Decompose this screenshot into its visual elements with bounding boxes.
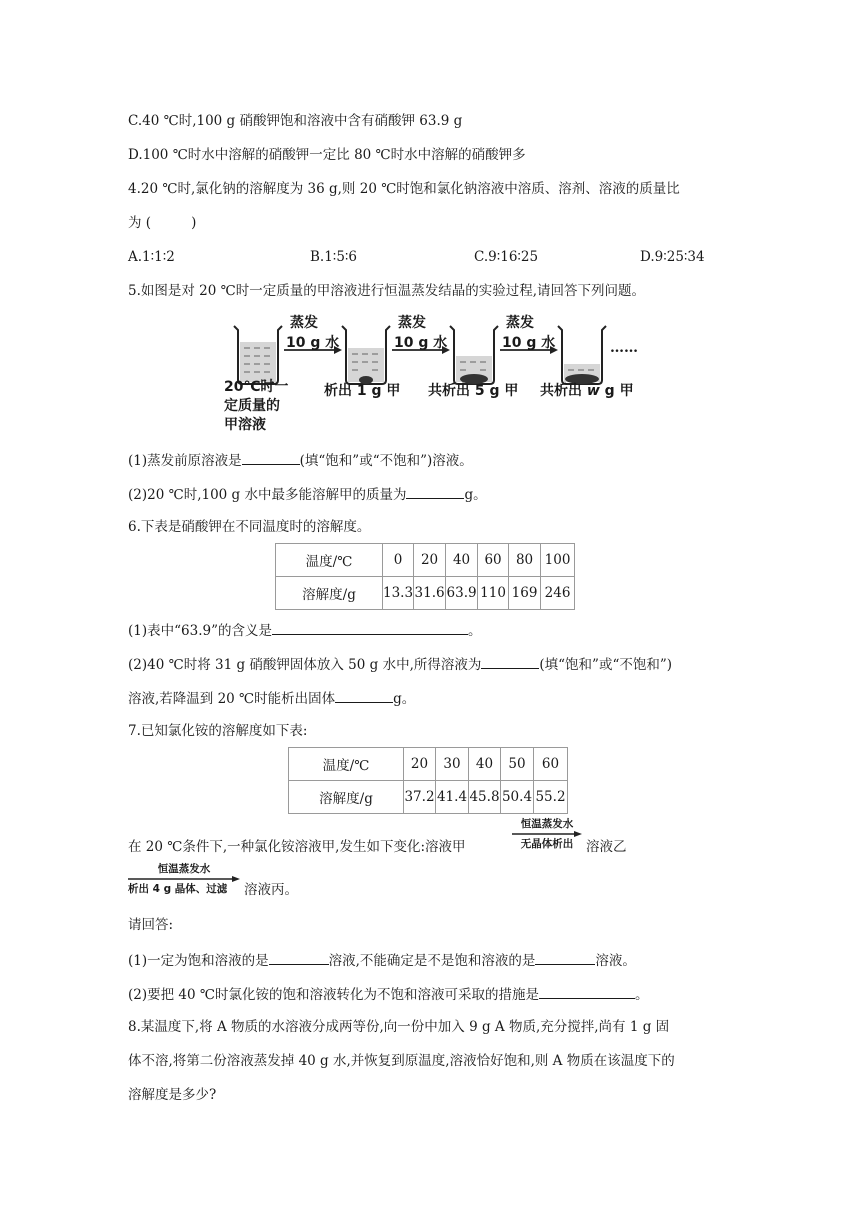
table-cell: 45.8	[469, 781, 501, 814]
table-cell: 40	[469, 748, 501, 781]
arrow-bottom-label: 析出 4 g 晶体、过滤	[128, 883, 228, 895]
q7-process-text-b: 溶液乙	[586, 839, 627, 855]
q5-1-text-a: (1)蒸发前原溶液是	[128, 453, 242, 469]
table-cell: 169	[509, 577, 541, 610]
q4-option-d: D.9∶25∶34	[640, 249, 705, 265]
q6-part-1	[128, 620, 482, 640]
q5-2-text-a: (2)20 ℃时,100 g 水中最多能溶解甲的质量为	[128, 487, 407, 503]
q6-part-2	[128, 654, 672, 674]
q8-stem-line-1: 8.某温度下,将 A 物质的水溶液分成两等份,向一份中加入 9 g A 物质,充分搅拌,尚有 1 g 固	[128, 1019, 670, 1035]
table-cell: 50	[501, 748, 534, 781]
step-1-label-bottom: 10 g 水	[286, 335, 340, 351]
q6-part-2-continued	[128, 688, 415, 708]
right-arrow-icon	[128, 875, 240, 883]
q7-part-1	[128, 950, 636, 970]
answer-blank[interactable]	[269, 950, 329, 965]
table-cell: 50.4	[501, 781, 534, 814]
q6-1-text-a: (1)表中“63.9”的含义是	[128, 623, 272, 639]
table-cell: 20	[414, 544, 446, 577]
q7-1-text-b: 溶液,不能确定是不是饱和溶液的是	[328, 953, 536, 969]
q3-option-d: D.100 ℃时水中溶解的硝酸钾一定比 80 ℃时水中溶解的硝酸钾多	[128, 147, 526, 163]
table-cell: 41.4	[436, 781, 469, 814]
q6-2-text-a: (2)40 ℃时将 31 g 硝酸钾固体放入 50 g 水中,所得溶液为	[128, 657, 482, 673]
q7-part-2	[128, 984, 649, 1004]
nh4cl-solubility-table	[288, 747, 568, 814]
arrow-evaporate-crystal	[128, 863, 240, 895]
q3-option-c: C.40 ℃时,100 g 硝酸钾饱和溶液中含有硝酸钾 63.9 g	[128, 113, 463, 129]
beaker-1-caption-line: 定质量的	[224, 398, 280, 414]
answer-blank[interactable]	[242, 450, 300, 465]
beaker-4	[558, 326, 606, 384]
arrow-top-label: 恒温蒸发水	[157, 863, 211, 875]
q7-2-text-a: (2)要把 40 ℃时氯化铵的饱和溶液转化为不饱和溶液可采取的措施是	[128, 987, 539, 1003]
table-row	[276, 577, 575, 610]
continuation-dots: ……	[610, 340, 638, 356]
arrow-evaporate-no-crystal	[512, 818, 582, 850]
q6-1-text-b: 。	[468, 623, 482, 639]
answer-blank[interactable]	[535, 950, 595, 965]
q6-2-text-d: g。	[393, 691, 416, 707]
step-3-label-top: 蒸发	[506, 315, 534, 331]
q5-part-2	[128, 484, 487, 504]
q4-option-c: C.9∶16∶25	[474, 249, 539, 265]
table-header-cell: 温度/℃	[289, 748, 404, 781]
q7-2-text-b: 。	[635, 987, 649, 1003]
q7-process-text-a: 在 20 ℃条件下,一种氯化铵溶液甲,发生如下变化:溶液甲	[128, 839, 466, 855]
answer-blank[interactable]	[406, 484, 464, 499]
table-cell: 55.2	[534, 781, 568, 814]
q5-2-text-b: g。	[464, 487, 487, 503]
table-cell: 20	[404, 748, 436, 781]
beaker-1-caption-line: 甲溶液	[224, 417, 266, 433]
right-arrow-icon	[512, 830, 582, 838]
table-cell: 100	[541, 544, 575, 577]
q6-2-text-b: (填“饱和”或“不饱和”)	[539, 657, 673, 673]
table-row	[289, 781, 568, 814]
step-2-label-top: 蒸发	[398, 315, 426, 331]
table-cell: 31.6	[414, 577, 446, 610]
evaporation-figure	[224, 312, 644, 438]
table-header-cell: 溶解度/g	[289, 781, 404, 814]
table-cell: 40	[446, 544, 478, 577]
q7-1-text-a: (1)一定为饱和溶液的是	[128, 953, 269, 969]
q4-option-a: A.1∶1∶2	[128, 249, 175, 265]
q7-ask: 请回答:	[128, 917, 174, 933]
q4-stem-continued	[128, 214, 196, 232]
table-cell: 30	[436, 748, 469, 781]
answer-blank[interactable]	[481, 654, 539, 669]
table-cell: 80	[509, 544, 541, 577]
table-cell: 246	[541, 577, 575, 610]
q7-stem: 7.已知氯化铵的溶解度如下表:	[128, 723, 308, 739]
beaker-3	[450, 326, 498, 384]
q6-stem: 6.下表是硝酸钾在不同温度时的溶解度。	[128, 519, 371, 535]
arrow-bottom-label: 无晶体析出	[520, 838, 574, 850]
q8-stem-line-3: 溶解度是多少?	[128, 1087, 217, 1103]
table-cell: 60	[478, 544, 509, 577]
answer-blank[interactable]	[335, 688, 393, 703]
variable-w: w	[586, 383, 600, 399]
q7-process-text-c: 溶液丙。	[244, 882, 298, 898]
beaker-4-caption-suffix: g 甲	[599, 383, 634, 399]
beaker-1-caption-line: 20℃时一	[224, 379, 289, 395]
beaker-3-caption: 共析出 5 g 甲	[428, 383, 519, 399]
table-cell: 110	[478, 577, 509, 610]
step-1-label-top: 蒸发	[290, 315, 318, 331]
answer-blank[interactable]	[272, 620, 468, 635]
q4-stem: 4.20 ℃时,氯化钠的溶解度为 36 g,则 20 ℃时饱和氯化钠溶液中溶质、溶剂、溶液的质量比	[128, 181, 680, 197]
kno3-solubility-table	[275, 543, 575, 610]
table-cell: 0	[383, 544, 414, 577]
table-row	[289, 748, 568, 781]
table-cell: 63.9	[446, 577, 478, 610]
beaker-4-caption-prefix: 共析出	[540, 383, 587, 399]
beaker-2-caption: 析出 1 g 甲	[324, 383, 401, 399]
step-2-label-bottom: 10 g 水	[394, 335, 448, 351]
q8-stem-line-2: 体不溶,将第二份溶液蒸发掉 40 g 水,并恢复到原温度,溶液恰好饱和,则 A 物质在该温度下的	[128, 1053, 675, 1069]
q6-2-text-c: 溶液,若降温到 20 ℃时能析出固体	[128, 691, 336, 707]
table-cell: 37.2	[404, 781, 436, 814]
q5-1-text-b: (填“饱和”或“不饱和”)溶液。	[299, 453, 473, 469]
table-header-cell: 温度/℃	[276, 544, 383, 577]
beaker-4-caption	[540, 380, 634, 400]
table-header-cell: 溶解度/g	[276, 577, 383, 610]
beaker-2	[342, 326, 390, 384]
arrow-top-label: 恒温蒸发水	[520, 818, 574, 830]
beaker-1	[234, 326, 282, 384]
table-cell: 13.3	[383, 577, 414, 610]
beaker-1-caption	[224, 378, 288, 435]
table-cell: 60	[534, 748, 568, 781]
answer-blank[interactable]	[539, 984, 635, 999]
q4-option-b: B.1∶5∶6	[310, 249, 358, 265]
q4-stem-prefix: 为 (	[128, 215, 152, 231]
q7-1-text-c: 溶液。	[595, 953, 636, 969]
q4-stem-suffix: )	[191, 215, 197, 231]
q5-part-1	[128, 450, 473, 470]
q5-stem: 5.如图是对 20 ℃时一定质量的甲溶液进行恒温蒸发结晶的实验过程,请回答下列问题。	[128, 283, 646, 299]
table-row	[276, 544, 575, 577]
step-3-label-bottom: 10 g 水	[502, 335, 556, 351]
